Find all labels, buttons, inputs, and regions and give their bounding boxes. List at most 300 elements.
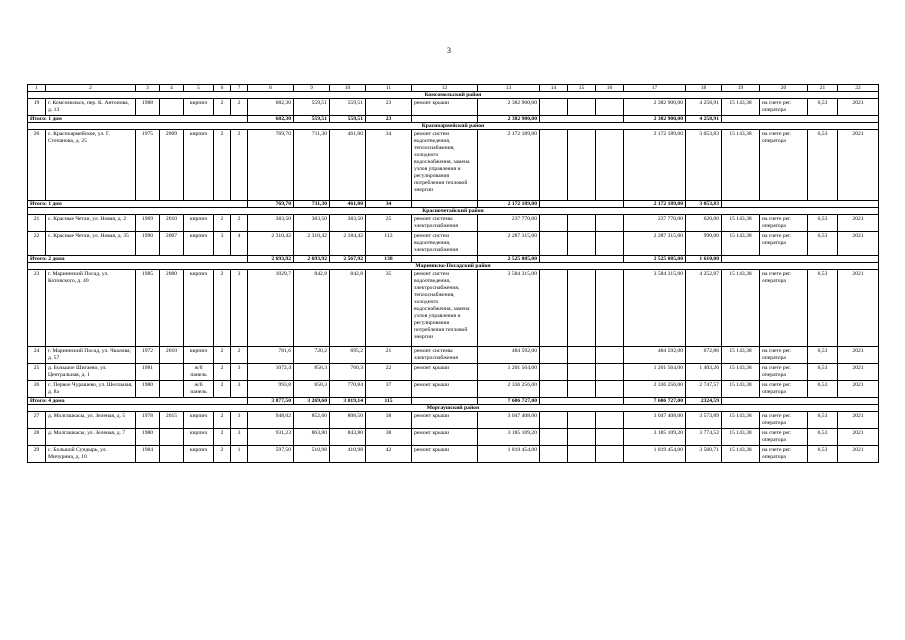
total-cell: 115	[366, 398, 412, 405]
total-cell: 7 606 727,00	[624, 398, 686, 405]
table-cell: д. Молгашкасы, ул. Зеленая, д. 7	[46, 429, 136, 446]
table-cell: 2 310,42	[294, 232, 330, 256]
table-cell: 781,6	[248, 347, 294, 364]
table-cell: 695,2	[330, 347, 366, 364]
table-cell: 770,84	[330, 381, 366, 398]
table-cell	[596, 364, 624, 381]
table-row	[28, 130, 879, 201]
table-cell: 410,98	[330, 446, 366, 463]
table-cell: 1985	[136, 270, 160, 347]
table-row	[28, 446, 879, 463]
table-cell: на счете рег. оператора	[760, 446, 808, 463]
table-cell: 15 143,38	[722, 446, 760, 463]
table-cell: 1072,4	[248, 364, 294, 381]
table-cell: 6,53	[808, 347, 838, 364]
table-cell: д. Большое Шигаево, ул. Центральная, д. 1	[46, 364, 136, 381]
district-title: Красноармейский район	[28, 123, 879, 130]
table-cell: 2 184,42	[330, 232, 366, 256]
total-cell: 461,00	[330, 201, 366, 208]
table-cell: 2010	[160, 215, 184, 232]
column-header: 16	[596, 85, 624, 92]
table-cell: 1029,7	[248, 270, 294, 347]
table-cell: 2 747,57	[686, 381, 722, 398]
table-cell: 6,53	[808, 446, 838, 463]
table-cell: 3 047 408,00	[478, 412, 540, 429]
table-cell: 2	[214, 130, 231, 201]
total-cell: 559,51	[294, 116, 330, 123]
table-cell: 35	[366, 270, 412, 347]
table-cell: 3	[214, 232, 231, 256]
table-cell: 597,50	[248, 446, 294, 463]
table-cell: 620,00	[686, 215, 722, 232]
column-header: 3	[136, 85, 160, 92]
table-cell: 484 592,00	[624, 347, 686, 364]
table-cell: 2021	[838, 130, 879, 201]
table-cell: 3	[231, 381, 248, 398]
column-header: 13	[478, 85, 540, 92]
table-cell: 2021	[838, 429, 879, 446]
total-cell	[412, 398, 478, 405]
table-cell: с. Красные Четаи, ул. Новая, д. 2	[46, 215, 136, 232]
table-cell: кирпич	[184, 429, 214, 446]
total-cell: 769,70	[248, 201, 294, 208]
table-cell: 4 258,91	[686, 99, 722, 116]
total-cell	[722, 201, 879, 208]
table-cell: 2015	[160, 412, 184, 429]
table-cell	[540, 446, 568, 463]
table-cell	[540, 99, 568, 116]
column-header: 9	[294, 85, 330, 92]
total-cell	[722, 256, 879, 263]
column-header: 15	[568, 85, 596, 92]
table-row	[28, 232, 879, 256]
total-cell: 4 258,91	[686, 116, 722, 123]
total-cell: 2 525 085,00	[478, 256, 540, 263]
total-cell: 682,30	[248, 116, 294, 123]
table-cell: ремонт крыши	[412, 99, 478, 116]
table-cell: кирпич	[184, 99, 214, 116]
table-cell: 2	[231, 215, 248, 232]
table-cell	[540, 232, 568, 256]
table-cell: на счете рег. оператора	[760, 130, 808, 201]
table-cell: 29	[28, 446, 46, 463]
table-cell: ремонт систем водоотведения, теплоснабжения, холодного водоснабжения, замена узлов управления и регулирования потребления тепловой энергии	[412, 130, 478, 201]
table-cell: 15 143,38	[722, 412, 760, 429]
total-row	[28, 201, 879, 208]
table-cell: 2000	[160, 270, 184, 347]
table-cell	[540, 381, 568, 398]
table-cell: ремонт систем водоотведения, электроснабжения, теплоснабжения, холодного водоснабжения, замена узлов управления и регулирования потребления тепловой энергии	[412, 270, 478, 347]
district-title: Моргаушский район	[28, 405, 879, 412]
table-cell: 4 252,87	[686, 270, 722, 347]
table-cell: 23	[366, 99, 412, 116]
table-cell: 25	[366, 215, 412, 232]
table-cell: 2021	[838, 270, 879, 347]
table-cell: 1975	[136, 130, 160, 201]
table-cell: 22	[366, 364, 412, 381]
table-cell	[540, 130, 568, 201]
table-cell: 3	[231, 429, 248, 446]
table-cell: 2 336 256,00	[478, 381, 540, 398]
table-cell: кирпич	[184, 130, 214, 201]
table-cell: 843,80	[330, 429, 366, 446]
table-cell	[596, 232, 624, 256]
table-cell: 38	[366, 429, 412, 446]
table-cell: на счете рег. оператора	[760, 364, 808, 381]
district-title: Комсомольский район	[28, 92, 879, 99]
table-cell: 2021	[838, 446, 879, 463]
table-cell: 23	[28, 270, 46, 347]
table-row	[28, 270, 879, 347]
table-cell	[596, 215, 624, 232]
table-cell	[568, 232, 596, 256]
district-header-row	[28, 405, 879, 412]
total-cell: 711,30	[294, 201, 330, 208]
table-cell: на счете рег. оператора	[760, 215, 808, 232]
total-cell: 2 382 900,00	[624, 116, 686, 123]
table-cell	[540, 270, 568, 347]
table-cell: 15 143,38	[722, 270, 760, 347]
table-cell: 720,2	[294, 347, 330, 364]
table-row	[28, 215, 879, 232]
table-cell: 2	[214, 412, 231, 429]
table-cell: на счете рег. оператора	[760, 347, 808, 364]
district-header-row	[28, 92, 879, 99]
table-cell: ремонт крыши	[412, 364, 478, 381]
total-label: Итого: 1 дом	[28, 116, 248, 123]
table-cell: на счете рег. оператора	[760, 412, 808, 429]
table-cell: 682,30	[248, 99, 294, 116]
table-cell: 769,70	[248, 130, 294, 201]
total-cell	[540, 116, 624, 123]
table-cell: 842,8	[294, 270, 330, 347]
column-header: 6	[214, 85, 231, 92]
table-cell: 1980	[136, 429, 160, 446]
column-header: 5	[184, 85, 214, 92]
total-cell: 2 693,92	[248, 256, 294, 263]
table-cell: ж/б панель	[184, 364, 214, 381]
table-cell: 2021	[838, 232, 879, 256]
table-cell: 993,8	[248, 381, 294, 398]
table-cell: кирпич	[184, 232, 214, 256]
total-label: Итого: 4 дома	[28, 398, 248, 405]
table-cell: 15 143,38	[722, 99, 760, 116]
table-cell: 383,50	[330, 215, 366, 232]
table-cell: 990,00	[686, 232, 722, 256]
table-cell	[596, 412, 624, 429]
column-header: 22	[838, 85, 879, 92]
total-cell: 2 525 085,00	[624, 256, 686, 263]
table-cell: с. Большой Сундырь, ул. Мичурина, д. 10	[46, 446, 136, 463]
table-cell: 2021	[838, 381, 879, 398]
table-cell: 2021	[838, 412, 879, 429]
table-cell: 2021	[838, 347, 879, 364]
column-header: 19	[722, 85, 760, 92]
table-cell: 15 143,38	[722, 215, 760, 232]
column-header: 2	[46, 85, 136, 92]
column-number-row	[28, 85, 879, 92]
column-header: 4	[160, 85, 184, 92]
table-cell: 1980	[136, 381, 160, 398]
table-cell: на счете рег. оператора	[760, 270, 808, 347]
table-cell	[596, 381, 624, 398]
table-cell: 1	[231, 446, 248, 463]
table-cell: 3	[231, 364, 248, 381]
table-cell: 1972	[136, 347, 160, 364]
table-cell: 2 336 256,00	[624, 381, 686, 398]
table-cell: 15 143,38	[722, 364, 760, 381]
total-label: Итого: 1 дом	[28, 201, 248, 208]
table-cell	[568, 270, 596, 347]
table-cell	[160, 446, 184, 463]
table-cell: с. Красные Четаи, ул. Новая, д. 35	[46, 232, 136, 256]
table-row	[28, 381, 879, 398]
table-cell: 6,53	[808, 99, 838, 116]
table-cell: 931,23	[248, 429, 294, 446]
column-header: 18	[686, 85, 722, 92]
table-cell: на счете рег. оператора	[760, 381, 808, 398]
table-cell: 383,50	[294, 215, 330, 232]
table-cell: 3 584 315,00	[478, 270, 540, 347]
table-cell: 2021	[838, 215, 879, 232]
table-cell: 2 172 189,00	[478, 130, 540, 201]
table-cell: 6,53	[808, 429, 838, 446]
total-cell	[412, 256, 478, 263]
table-cell: 2007	[160, 232, 184, 256]
table-cell: 34	[366, 130, 412, 201]
table-cell	[596, 429, 624, 446]
total-cell: 2 382 900,00	[478, 116, 540, 123]
total-cell	[722, 116, 879, 123]
page-number: 3	[447, 46, 451, 55]
table-cell	[596, 347, 624, 364]
table-cell: 2021	[838, 99, 879, 116]
table-cell	[596, 270, 624, 347]
table-cell: 24	[28, 347, 46, 364]
column-header: 21	[808, 85, 838, 92]
total-cell: 1 610,00	[686, 256, 722, 263]
table-cell: 2	[214, 99, 231, 116]
total-cell	[540, 398, 624, 405]
table-row	[28, 99, 879, 116]
table-cell: 2010	[160, 347, 184, 364]
table-cell: 19	[28, 99, 46, 116]
table-cell: 3	[231, 412, 248, 429]
column-header: 1	[28, 85, 46, 92]
table-row	[28, 412, 879, 429]
column-header: 12	[412, 85, 478, 92]
table-cell	[540, 347, 568, 364]
table-cell: д. Молгашкасы, ул. Зеленая, д. 5	[46, 412, 136, 429]
table-cell: 6,53	[808, 412, 838, 429]
total-label: Итого: 2 дома	[28, 256, 248, 263]
district-header-row	[28, 208, 879, 215]
column-header: 8	[248, 85, 294, 92]
table-cell: 3 774,52	[686, 429, 722, 446]
table-cell: 38	[366, 412, 412, 429]
table-cell	[568, 412, 596, 429]
total-cell: 138	[366, 256, 412, 263]
table-cell: ремонт системы электроснабжения	[412, 215, 478, 232]
table-cell	[568, 429, 596, 446]
table-cell: г. Мариинский Посад, ул. Чкалова, д. 57	[46, 347, 136, 364]
table-cell	[596, 446, 624, 463]
table-cell: 383,50	[248, 215, 294, 232]
table-cell: 3	[231, 270, 248, 347]
total-cell: 23	[366, 116, 412, 123]
table-cell: 1969	[136, 215, 160, 232]
table-cell: 2	[214, 347, 231, 364]
total-cell: 3 269,60	[294, 398, 330, 405]
total-cell	[722, 398, 879, 405]
table-cell: 3 053,83	[686, 130, 722, 201]
table-cell: 2 287 315,00	[478, 232, 540, 256]
table-cell: 3 047 408,00	[624, 412, 686, 429]
column-header: 20	[760, 85, 808, 92]
table-cell	[568, 381, 596, 398]
table-cell: 2	[214, 215, 231, 232]
table-cell: 2 382 900,00	[478, 99, 540, 116]
table-cell: 6,53	[808, 381, 838, 398]
table-cell: кирпич	[184, 446, 214, 463]
district-title: Красночетайский район	[28, 208, 879, 215]
table-cell: 852,60	[294, 412, 330, 429]
table-cell: 484 592,00	[478, 347, 540, 364]
table-cell: 28	[28, 429, 46, 446]
total-cell	[540, 256, 624, 263]
table-cell: на счете рег. оператора	[760, 429, 808, 446]
table-cell: 21	[28, 215, 46, 232]
table-cell: 2	[231, 347, 248, 364]
table-cell	[160, 364, 184, 381]
column-header: 17	[624, 85, 686, 92]
table-cell: 2 310,42	[248, 232, 294, 256]
table-cell: 510,98	[294, 446, 330, 463]
table-cell	[540, 412, 568, 429]
table-cell: 6,53	[808, 270, 838, 347]
table-cell: г. Комсомольск, пер. К. Антонова, д. 13	[46, 99, 136, 116]
table-cell: кирпич	[184, 347, 214, 364]
table-cell: 2	[231, 99, 248, 116]
table-cell: ремонт крыши	[412, 412, 478, 429]
table-cell: 1 403,26	[686, 364, 722, 381]
table-cell: ремонт крыши	[412, 446, 478, 463]
table-cell: 26	[28, 381, 46, 398]
table-cell: 15 143,38	[722, 429, 760, 446]
table-cell: 37	[366, 381, 412, 398]
table-cell: 20	[28, 130, 46, 201]
table-cell: 2021	[838, 364, 879, 381]
total-cell: 2 172 189,00	[624, 201, 686, 208]
total-cell: 559,51	[330, 116, 366, 123]
table-cell: 15 143,38	[722, 232, 760, 256]
table-cell: 461,00	[330, 130, 366, 201]
table-cell: 672,86	[686, 347, 722, 364]
table-cell: 237 770,00	[624, 215, 686, 232]
table-cell	[568, 215, 596, 232]
table-cell: 2	[214, 429, 231, 446]
table-row	[28, 364, 879, 381]
table-cell: 113	[366, 232, 412, 256]
table-cell: 4	[231, 232, 248, 256]
total-cell: 3 053,83	[686, 201, 722, 208]
table-cell	[568, 347, 596, 364]
table-cell: кирпич	[184, 215, 214, 232]
table-cell	[540, 215, 568, 232]
table-cell: 1981	[136, 364, 160, 381]
table-cell	[568, 130, 596, 201]
table-cell: 2	[214, 381, 231, 398]
table-cell	[596, 99, 624, 116]
total-cell: 2 172 189,00	[478, 201, 540, 208]
table-cell: ремонт крыши	[412, 381, 478, 398]
total-cell: 3 019,14	[330, 398, 366, 405]
table-cell: 21	[366, 347, 412, 364]
table-cell: 948,02	[248, 412, 294, 429]
table-cell: кирпич	[184, 412, 214, 429]
total-cell	[412, 201, 478, 208]
housing-repair-table	[27, 84, 879, 463]
total-cell	[540, 201, 624, 208]
total-cell: 2 693,92	[294, 256, 330, 263]
table-cell: г. Мариинский Посад, ул. Котовского, д. 40	[46, 270, 136, 347]
table-cell: с. Красноармейское, ул. Г. Степанова, д. 25	[46, 130, 136, 201]
table-cell: 2	[214, 446, 231, 463]
table-cell: 237 770,00	[478, 215, 540, 232]
table-cell: с. Первое Чурашево, ул. Шелльная, д. 8а	[46, 381, 136, 398]
table-cell: 6,53	[808, 215, 838, 232]
total-cell: 7 606 727,00	[478, 398, 540, 405]
table-cell: 2	[214, 364, 231, 381]
total-cell	[412, 116, 478, 123]
column-header: 7	[231, 85, 248, 92]
table-cell: 863,80	[294, 429, 330, 446]
column-header: 11	[366, 85, 412, 92]
table-cell: 1988	[136, 99, 160, 116]
table-row	[28, 429, 879, 446]
table-cell: 1 819 454,00	[478, 446, 540, 463]
table-row	[28, 347, 879, 364]
total-cell: 2 567,92	[330, 256, 366, 263]
table-cell	[568, 364, 596, 381]
district-header-row	[28, 263, 879, 270]
table-cell	[596, 130, 624, 201]
district-title: Мариинско-Посадский район	[28, 263, 879, 270]
total-cell: 34	[366, 201, 412, 208]
table-cell: 3 185 109,20	[478, 429, 540, 446]
table-cell	[160, 429, 184, 446]
table-cell: 6,53	[808, 364, 838, 381]
table-cell: 42	[366, 446, 412, 463]
table-cell: 559,51	[294, 99, 330, 116]
table-cell: ремонт систем водоотведения, электроснабжения	[412, 232, 478, 256]
total-cell: 3 877,50	[248, 398, 294, 405]
table-cell	[160, 381, 184, 398]
column-header: 14	[540, 85, 568, 92]
table-cell: 2 172 189,00	[624, 130, 686, 201]
total-row	[28, 398, 879, 405]
table-cell: 850,3	[294, 381, 330, 398]
table-cell: 808,50	[330, 412, 366, 429]
total-cell: 2324,59	[686, 398, 722, 405]
table-cell	[568, 446, 596, 463]
table-cell: на счете рег. оператора	[760, 232, 808, 256]
table-cell: 760,3	[330, 364, 366, 381]
table-cell: 2 382 900,00	[624, 99, 686, 116]
table-cell: 2	[231, 130, 248, 201]
table-cell: 6,53	[808, 232, 838, 256]
table-cell: 1 201 564,00	[478, 364, 540, 381]
